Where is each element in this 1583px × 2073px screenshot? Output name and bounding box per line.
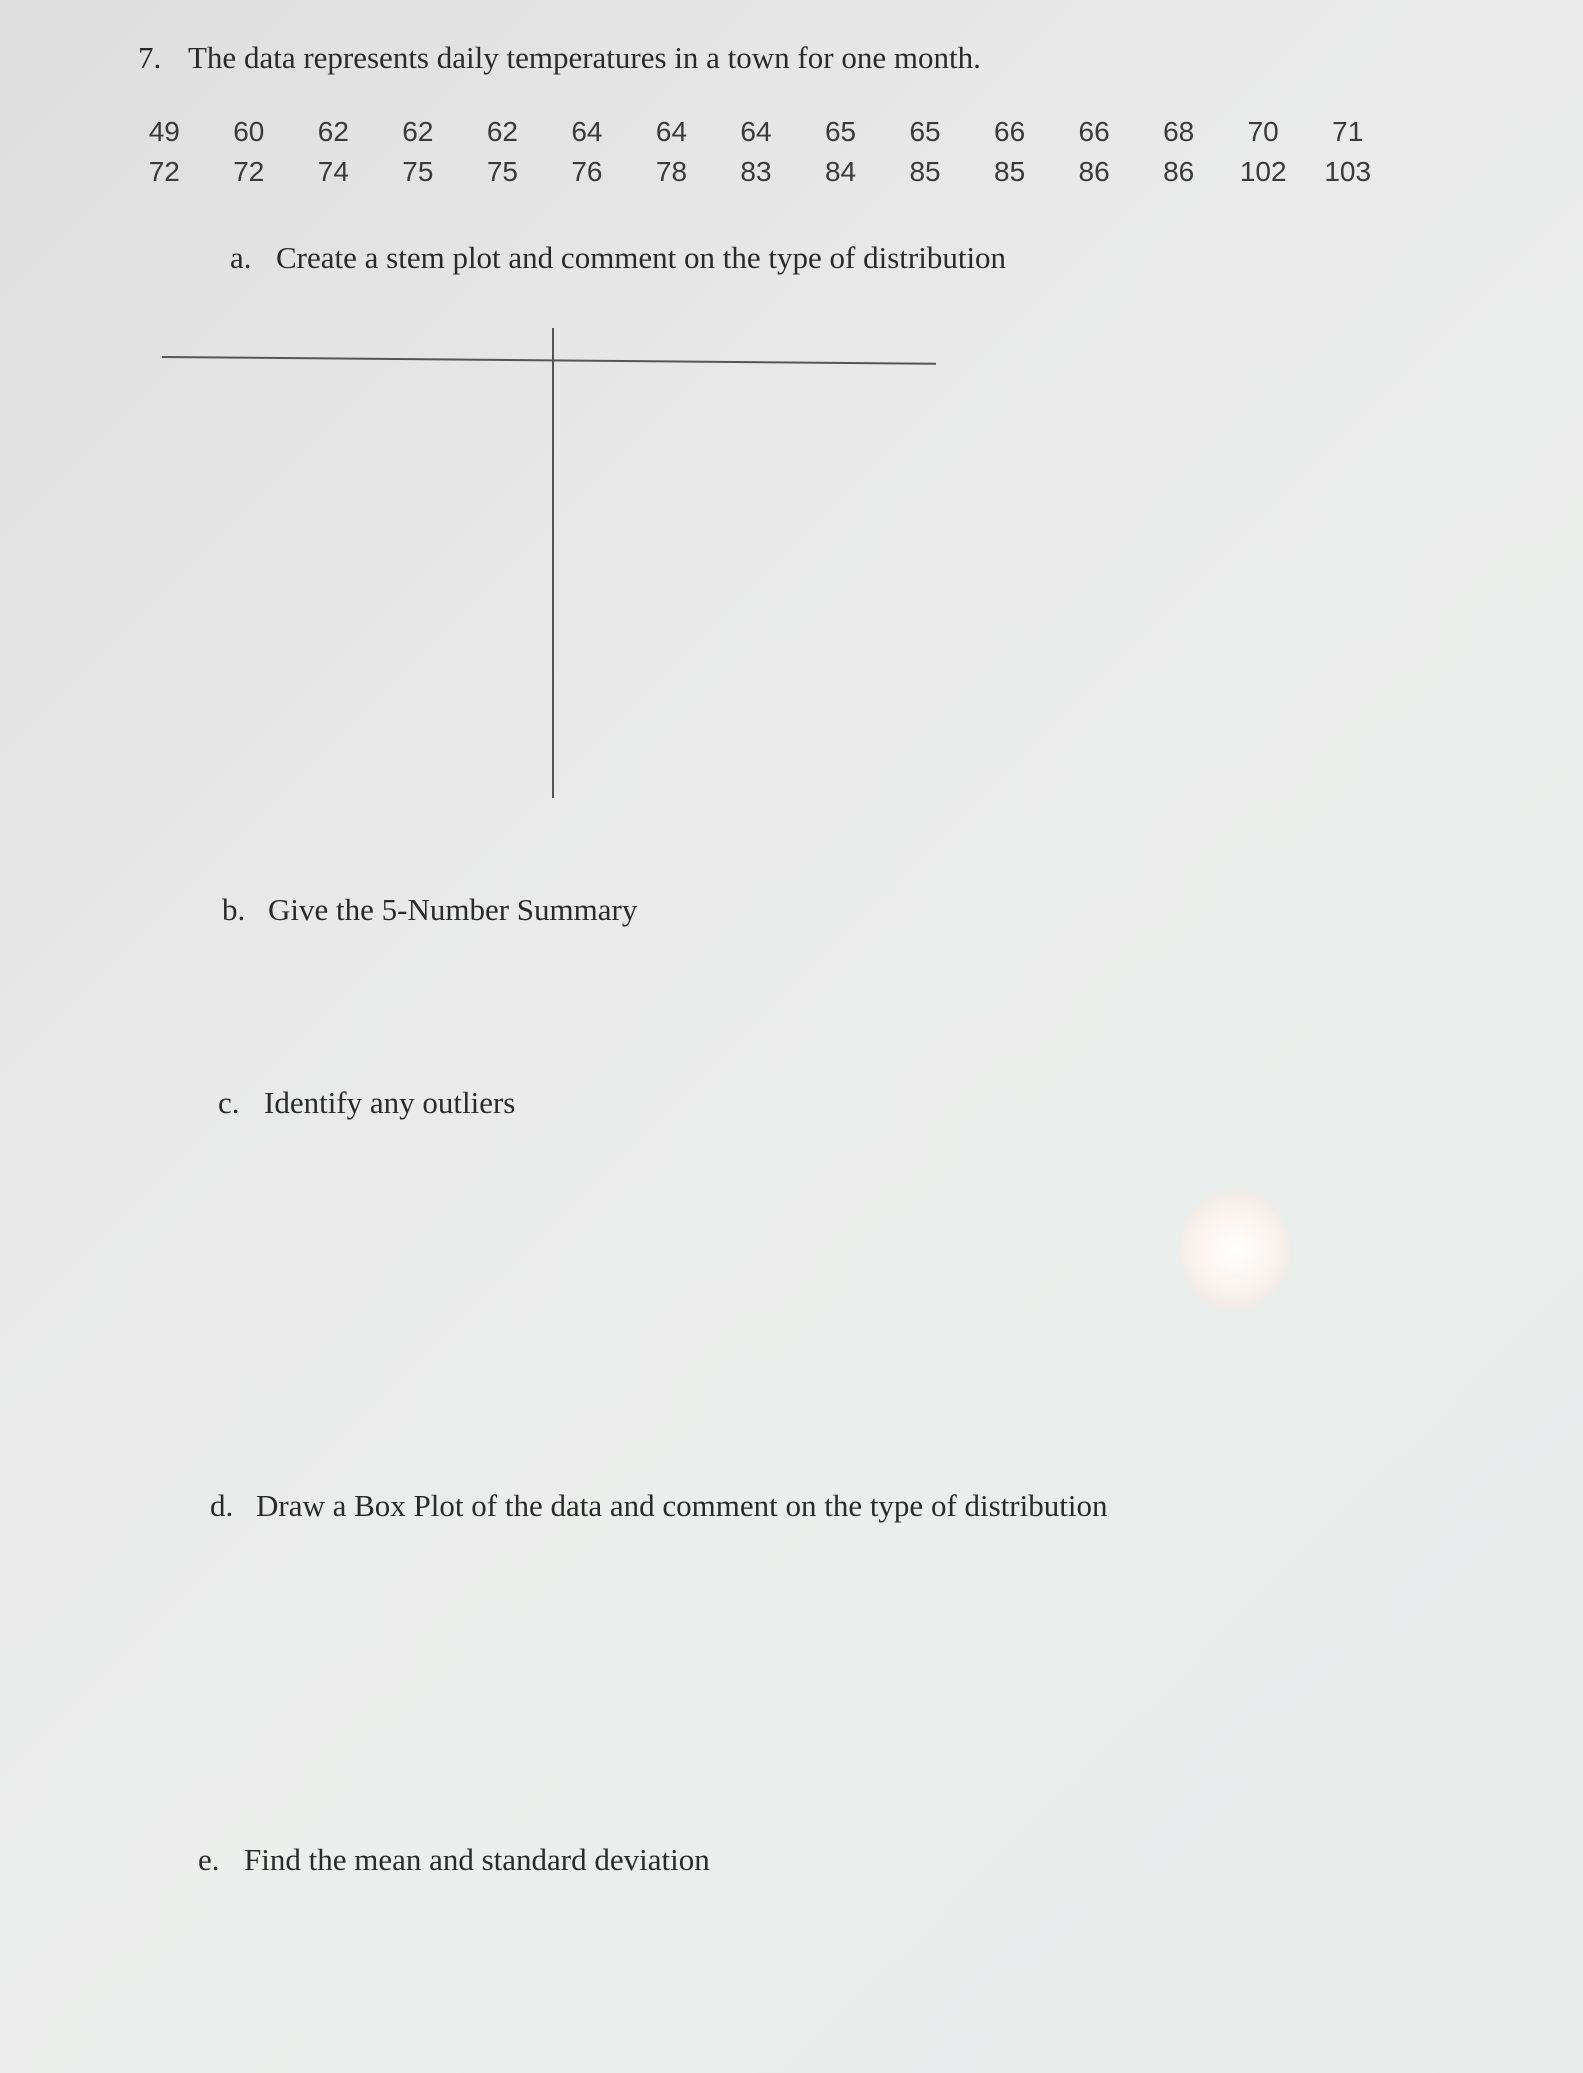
question-number: 7. [138,40,162,75]
part-b-text: Give the 5-Number Summary [268,892,638,927]
stem-plot-horizontal-line [162,356,936,365]
part-b [222,892,637,928]
part-d [210,1488,1107,1524]
data-value: 85 [994,156,1026,187]
stem-plot-vertical-line [552,328,554,798]
data-value: 64 [571,116,603,147]
part-c-text: Identify any outliers [264,1085,516,1120]
data-value: 75 [486,156,518,187]
part-b-letter: b. [222,892,246,927]
data-value: 65 [824,116,857,147]
part-e-text: Find the mean and standard deviation [244,1842,710,1877]
data-value: 68 [1163,116,1195,147]
data-value: 86 [1163,156,1195,187]
part-d-text: Draw a Box Plot of the data and comment on the type of distribution [256,1488,1108,1523]
data-value: 86 [1078,156,1110,187]
data-value: 72 [233,156,265,187]
part-e [198,1842,710,1878]
data-value: 66 [994,116,1026,147]
data-value: 103 [1324,156,1372,187]
part-a-letter: a. [230,240,252,275]
part-a [230,240,1006,276]
part-a-text: Create a stem plot and comment on the type of distribution [276,240,1007,275]
question-text: The data represents daily temperatures in a town for one month. [188,40,981,75]
data-value: 72 [148,156,180,187]
data-value: 78 [655,156,688,187]
data-value: 66 [1078,116,1110,147]
data-value: 60 [233,116,265,147]
part-c [218,1085,515,1121]
data-value: 75 [402,156,434,187]
data-value: 70 [1247,116,1279,147]
question-title [138,40,981,76]
data-value: 62 [486,116,518,147]
data-value: 74 [317,156,349,187]
part-e-letter: e. [198,1842,220,1877]
data-value: 62 [317,116,349,147]
data-value: 49 [148,116,180,147]
data-value: 62 [402,116,434,147]
part-d-letter: d. [210,1488,234,1523]
data-value: 65 [909,116,941,147]
data-value: 71 [1332,116,1364,147]
data-value: 102 [1239,156,1287,187]
data-value: 84 [824,156,857,187]
data-value: 64 [655,116,688,147]
light-glare [1180,1190,1290,1310]
data-value: 76 [571,156,603,187]
data-value: 83 [740,156,772,187]
data-value: 85 [909,156,941,187]
temperature-data-table [122,114,1390,190]
part-c-letter: c. [218,1085,240,1120]
data-value: 64 [740,116,772,147]
